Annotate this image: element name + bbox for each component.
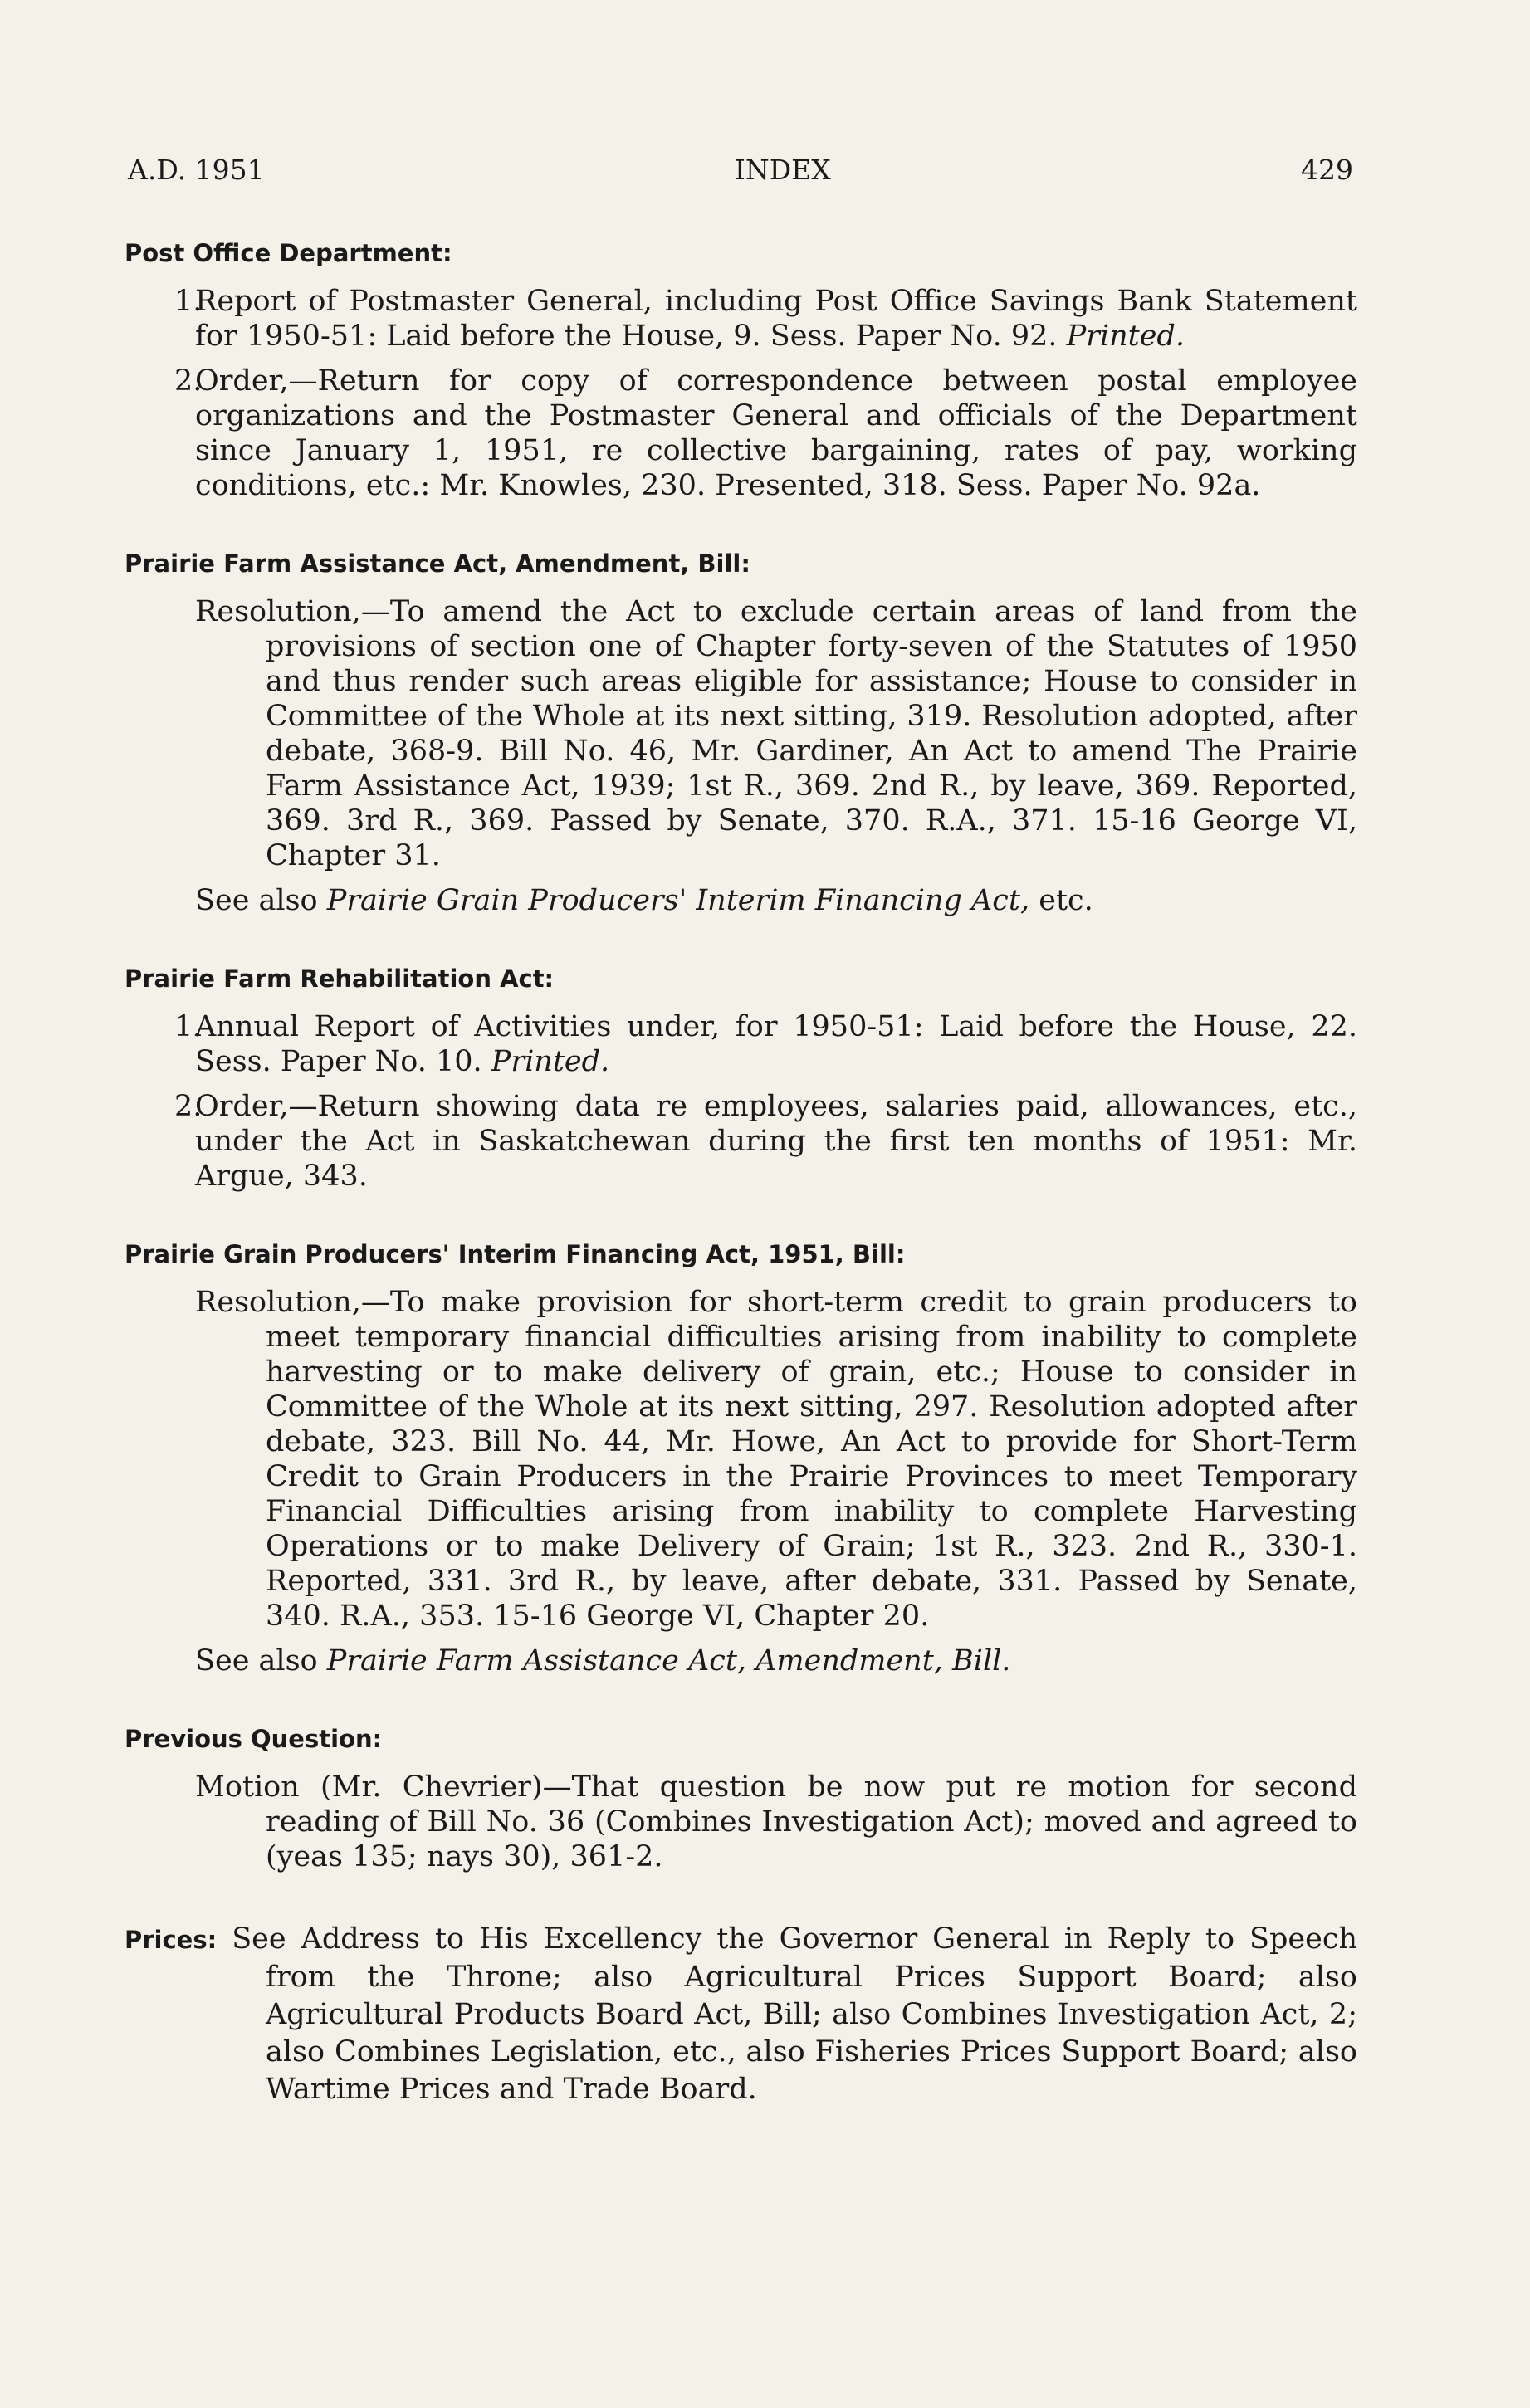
index-entry-prairie-grain-producers: [125, 1240, 1357, 1678]
entry-item: [125, 1009, 1357, 1079]
entry-heading: Prices:: [125, 1926, 218, 1954]
entry-paragraph: See Address to His Excellency the Governor General in Reply to Speech from the Throne; also Agricultural Prices Support Board; also Agricultural Products Board Act, Bill; also Combines Investigation Act, 2; also Combines Legislation, etc., also Fisheries Prices Support Board; also Wartime Prices and Trade Board.: [232, 1922, 1357, 2106]
item-number: 1.: [174, 1010, 203, 1043]
entry-paragraph: Resolution,—To amend the Act to exclude certain areas of land from the provisions of section one of Chapter forty-seven of the Statutes of 1950 and thus render such areas eligible for assistance; House to consider in Committee of the Whole at its next sitting, 319. Resolution adopted, after debate, 368-9. Bill No. 46, Mr. Gardiner, An Act to amend The Prairie Farm Assistance Act, 1939; 1st R., 369. 2nd R., by leave, 369. Reported, 369. 3rd R., 369. Passed by Senate, 370. R.A., 371. 15-16 George VI, Chapter 31.: [195, 595, 1357, 872]
item-text: Report of Postmaster General, including Post Office Savings Bank Statement for 1950-51: Laid before the House, 9. Sess. Paper No. 92. Printed.: [195, 285, 1357, 353]
page-number: 429: [1301, 154, 1353, 186]
running-head-year: A.D. 1951: [128, 154, 265, 186]
index-content: [125, 239, 1357, 2108]
entry-heading: Post Office Department:: [125, 239, 452, 267]
entry-heading: Previous Question:: [125, 1725, 383, 1753]
index-entry-post-office: [125, 239, 1357, 503]
entry-paragraph: Motion (Mr. Chevrier)—That question be now put re motion for second reading of Bill No. 36 (Combines Investigation Act); moved and agreed to (yeas 135; nays 30), 361-2.: [195, 1771, 1357, 1873]
item-text: Order,—Return for copy of correspondence between postal employee organizations and the Postmaster General and officials of the Department since January 1, 1951, re collective bargaining, rates of pay, working conditions, etc.: Mr. Knowles, 230. Presented, 318. Sess. Paper No. 92a.: [195, 364, 1357, 502]
entry-item: [125, 364, 1357, 503]
index-entry-previous-question: [125, 1725, 1357, 1874]
index-entry-prairie-farm-assistance: [125, 549, 1357, 918]
index-entry-prairie-farm-rehabilitation: [125, 965, 1357, 1194]
item-text: Annual Report of Activities under, for 1950-51: Laid before the House, 22. Sess. Paper No. 10. Printed.: [195, 1010, 1357, 1078]
entry-item: [125, 284, 1357, 354]
entry-heading: Prairie Farm Assistance Act, Amendment, Bill:: [125, 549, 750, 578]
running-head: [128, 154, 1353, 186]
item-number: 1.: [174, 285, 203, 318]
index-entry-prices: [125, 1921, 1357, 2108]
entry-item: [125, 1089, 1357, 1194]
item-text: Order,—Return showing data re employees, salaries paid, allowances, etc., under the Act in Saskatchewan during the first ten months of 1951: Mr. Argue, 343.: [195, 1090, 1357, 1193]
entry-heading: Prairie Farm Rehabilitation Act:: [125, 965, 555, 993]
item-number: 2.: [174, 364, 203, 398]
running-head-title: INDEX: [734, 154, 831, 186]
entry-paragraph: Resolution,—To make provision for short-term credit to grain producers to meet temporary financial difficulties arising from inability to complete harvesting or to make delivery of grain, etc.; House to consider in Committee of the Whole at its next sitting, 297. Resolution adopted after debate, 323. Bill No. 44, Mr. Howe, An Act to provide for Short-Term Credit to Grain Producers in the Prairie Provinces to meet Temporary Financial Difficulties arising from inability to complete Harvesting Operations or to make Delivery of Grain; 1st R., 323. 2nd R., 330-1. Reported, 331. 3rd R., by leave, after debate, 331. Passed by Senate, 340. R.A., 353. 15-16 George VI, Chapter 20.: [195, 1286, 1357, 1633]
entry-heading: Prairie Grain Producers' Interim Financing Act, 1951, Bill:: [125, 1240, 906, 1268]
see-also: See also Prairie Grain Producers' Interim Financing Act, etc.: [195, 884, 1093, 917]
item-number: 2.: [174, 1090, 203, 1123]
see-also: See also Prairie Farm Assistance Act, Amendment, Bill.: [195, 1644, 1011, 1678]
